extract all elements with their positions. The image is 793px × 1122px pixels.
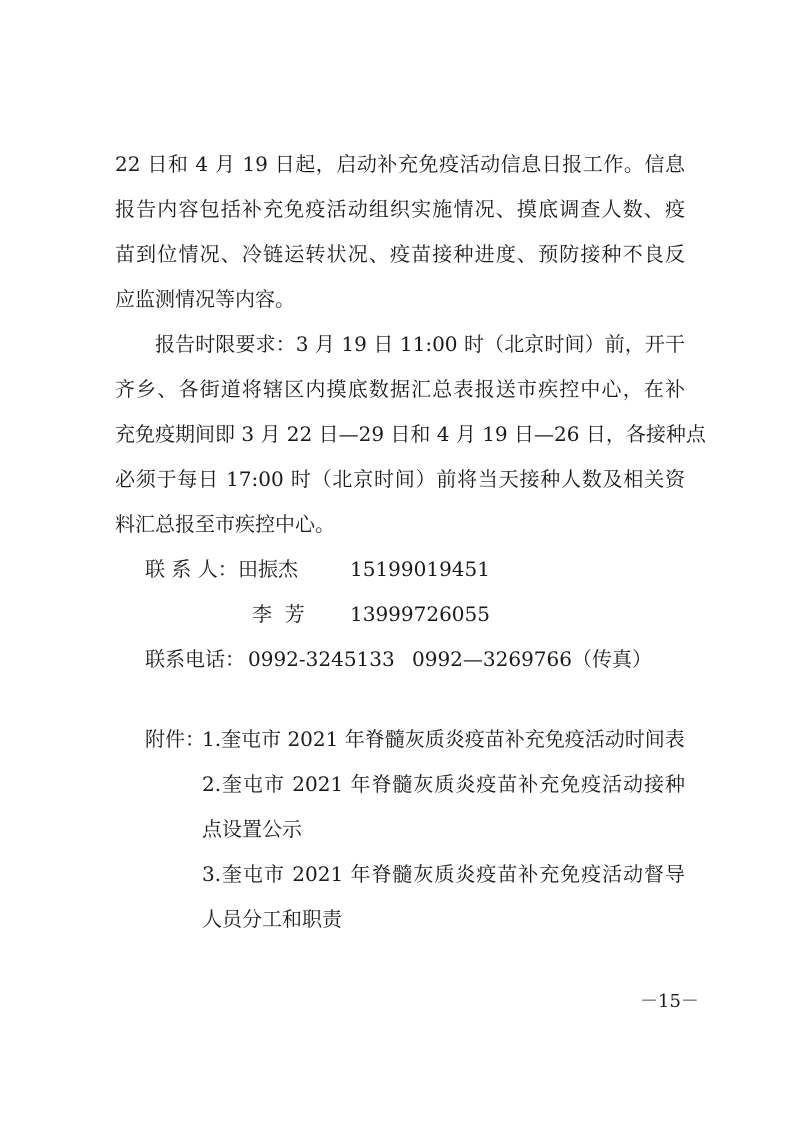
contact-name-2: 李 芳 <box>252 602 305 626</box>
paragraph-1-line-1: 22 日和 4 月 19 日起，启动补充免疫活动信息日报工作。信息 <box>115 152 685 176</box>
paragraph-1-line-2: 报告内容包括补充免疫活动组织实施情况、摸底调查人数、疫 <box>115 197 685 221</box>
paragraph-1-line-3: 苗到位情况、冷链运转状况、疫苗接种进度、预防接种不良反 <box>115 242 685 266</box>
paragraph-2-line-2: 齐乡、各街道将辖区内摸底数据汇总表报送市疾控中心，在补 <box>115 377 685 401</box>
attachment-2-line-1: 2.奎屯市 2021 年脊髓灰质炎疫苗补充免疫活动接种 <box>202 772 685 796</box>
contact-phone-1: 15199019451 <box>350 557 490 581</box>
paragraph-2-line-5: 料汇总报至市疾控中心。 <box>115 512 335 536</box>
paragraph-2-line-3: 充免疫期间即 3 月 22 日—29 日和 4 月 19 日—26 日，各接种点 <box>115 422 706 446</box>
attachment-3-line-2: 人员分工和职责 <box>202 907 342 931</box>
contact-label: 联 系 人： <box>145 557 238 581</box>
attachment-3-line-1: 3.奎屯市 2021 年脊髓灰质炎疫苗补充免疫活动督导 <box>202 862 685 886</box>
page-number: －15－ <box>640 991 699 1012</box>
paragraph-2-line-4: 必须于每日 17:00 时（北京时间）前将当天接种人数及相关资 <box>115 467 685 491</box>
attachments-label: 附件： <box>145 727 205 751</box>
phone-number-fax: 0992—3269766（传真） <box>412 647 652 671</box>
attachment-1: 1.奎屯市 2021 年脊髓灰质炎疫苗补充免疫活动时间表 <box>202 727 685 751</box>
phone-label: 联系电话： <box>145 647 245 671</box>
phone-number-1: 0992-3245133 <box>248 647 395 671</box>
contact-phone-2: 13999726055 <box>350 602 490 626</box>
paragraph-1-line-4: 应监测情况等内容。 <box>115 287 295 311</box>
contact-name-1: 田振杰 <box>238 557 298 581</box>
attachment-2-line-2: 点设置公示 <box>202 817 302 841</box>
paragraph-2-line-1: 报告时限要求：3 月 19 日 11:00 时（北京时间）前，开干 <box>155 332 685 356</box>
